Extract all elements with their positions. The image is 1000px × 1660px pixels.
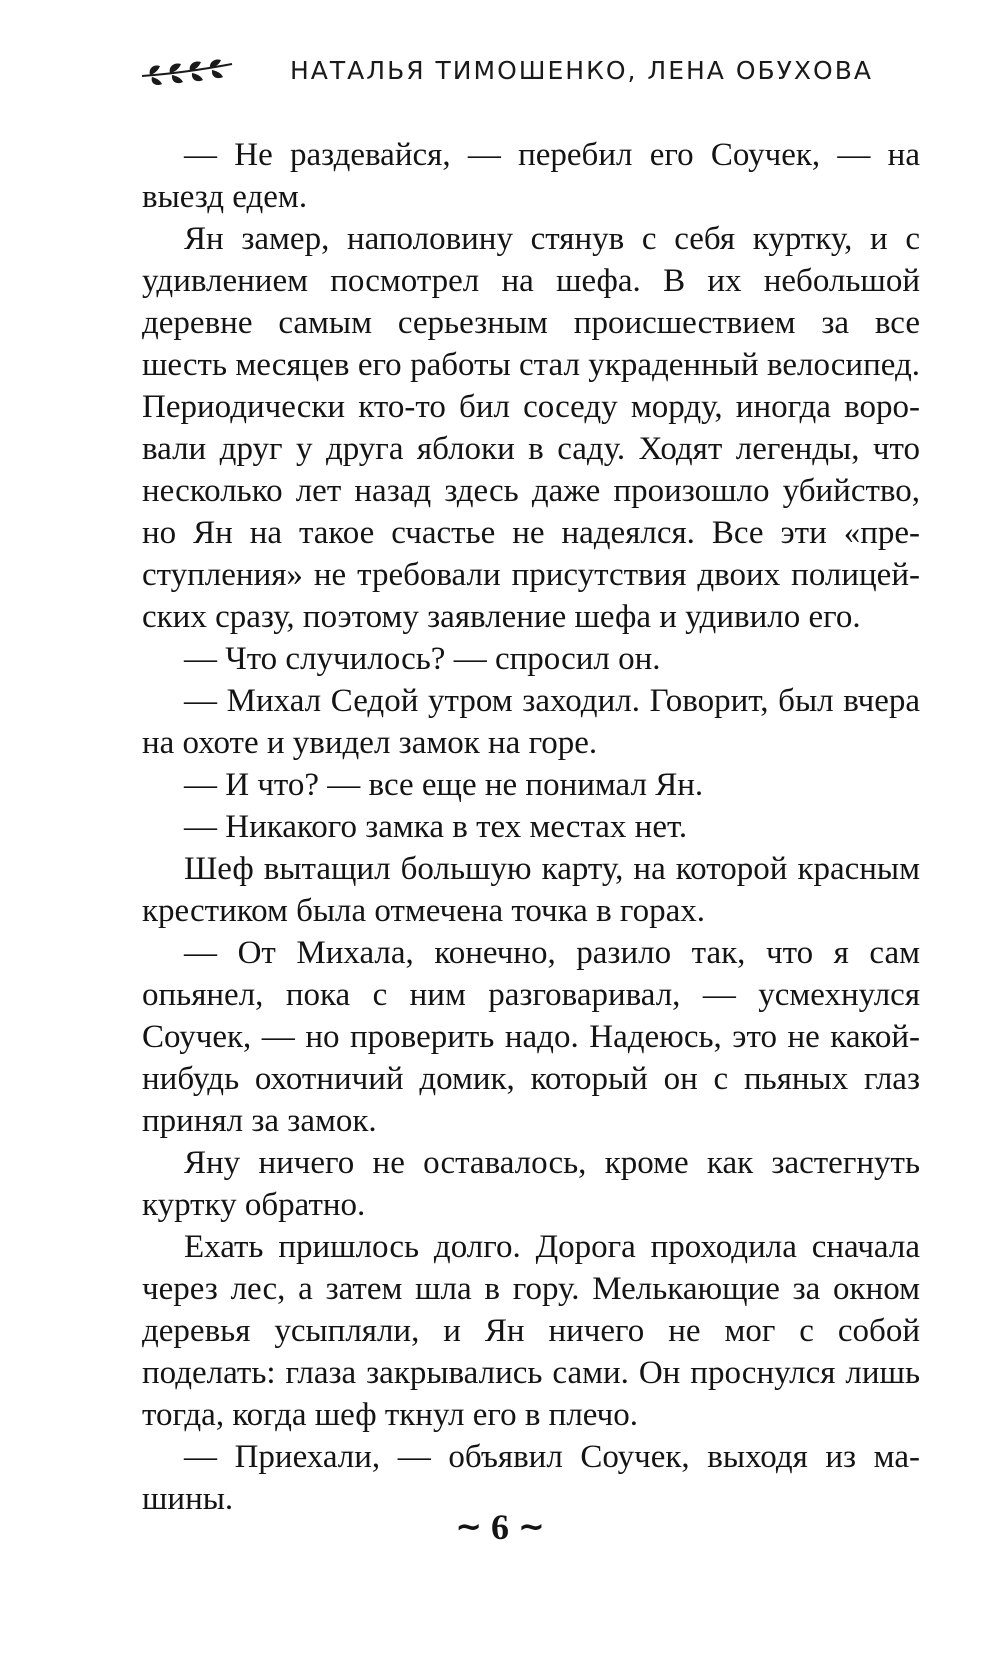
paragraph: Ян замер, наполовину стянув с себя куртку, и с удивлением посмотрел на шефа. В их небольшой деревне самым серьезным происшествием за все шесть месяцев его работы стал украденный велосипед. Периодически кто-то бил соседу морду, иногда воровали друг у друга яблоки в саду. Ходят легенды, что несколько лет назад здесь даже произошло убийство, но Ян на такое счастье не надеялся. Все эти «преступления» не требовали присутствия двоих полицейских сразу, поэтому заявление шефа и удивило его. (142, 221, 920, 635)
folio-number: 6 (491, 1507, 509, 1547)
paragraph: — От Михала, конечно, разило так, что я сам опьянел, пока с ним разговаривал, — усмехнулся Соучек, — но проверить надо. Надеюсь, это не какой-нибудь охотничий домик, который он с пьяных глаз принял за замок. (142, 935, 920, 1139)
folio-left-tilde: ~ (455, 1507, 482, 1545)
paragraph: Ехать пришлось долго. Дорога проходила сначала через лес, а затем шла в гору. Мелькающие за окном деревья усыпляли, и Ян ничего не мог с собой поделать: глаза закрывались сами. Он проснулся лишь тогда, когда шеф ткнул его в плечо. (142, 1229, 920, 1433)
leaf-branch-icon (140, 56, 240, 90)
running-head: НАТАЛЬЯ ТИМОШЕНКО, ЛЕНА ОБУХОВА (290, 56, 873, 85)
body-text (142, 134, 920, 1520)
paragraph: Яну ничего не оставалось, кроме как застегнуть куртку обратно. (142, 1145, 920, 1223)
page-number (0, 1506, 1000, 1548)
paragraph: Шеф вытащил большую карту, на которой красным крестиком была отмечена точка в горах. (142, 851, 920, 929)
paragraph: — Что случилось? — спросил он. (184, 641, 661, 677)
paragraph: — И что? — все еще не понимал Ян. (184, 767, 704, 803)
paragraph: — Никакого замка в тех местах нет. (184, 809, 688, 845)
page-header (140, 52, 920, 92)
folio-right-tilde: ~ (518, 1507, 545, 1545)
paragraph: — Приехали, — объявил Соучек, выходя из машины. (142, 1439, 920, 1517)
paragraph: — Не раздевайся, — перебил его Соучек, — на выезд едем. (142, 137, 920, 215)
paragraph: — Михал Седой утром заходил. Говорит, был вчера на охоте и увидел замок на горе. (142, 683, 920, 761)
